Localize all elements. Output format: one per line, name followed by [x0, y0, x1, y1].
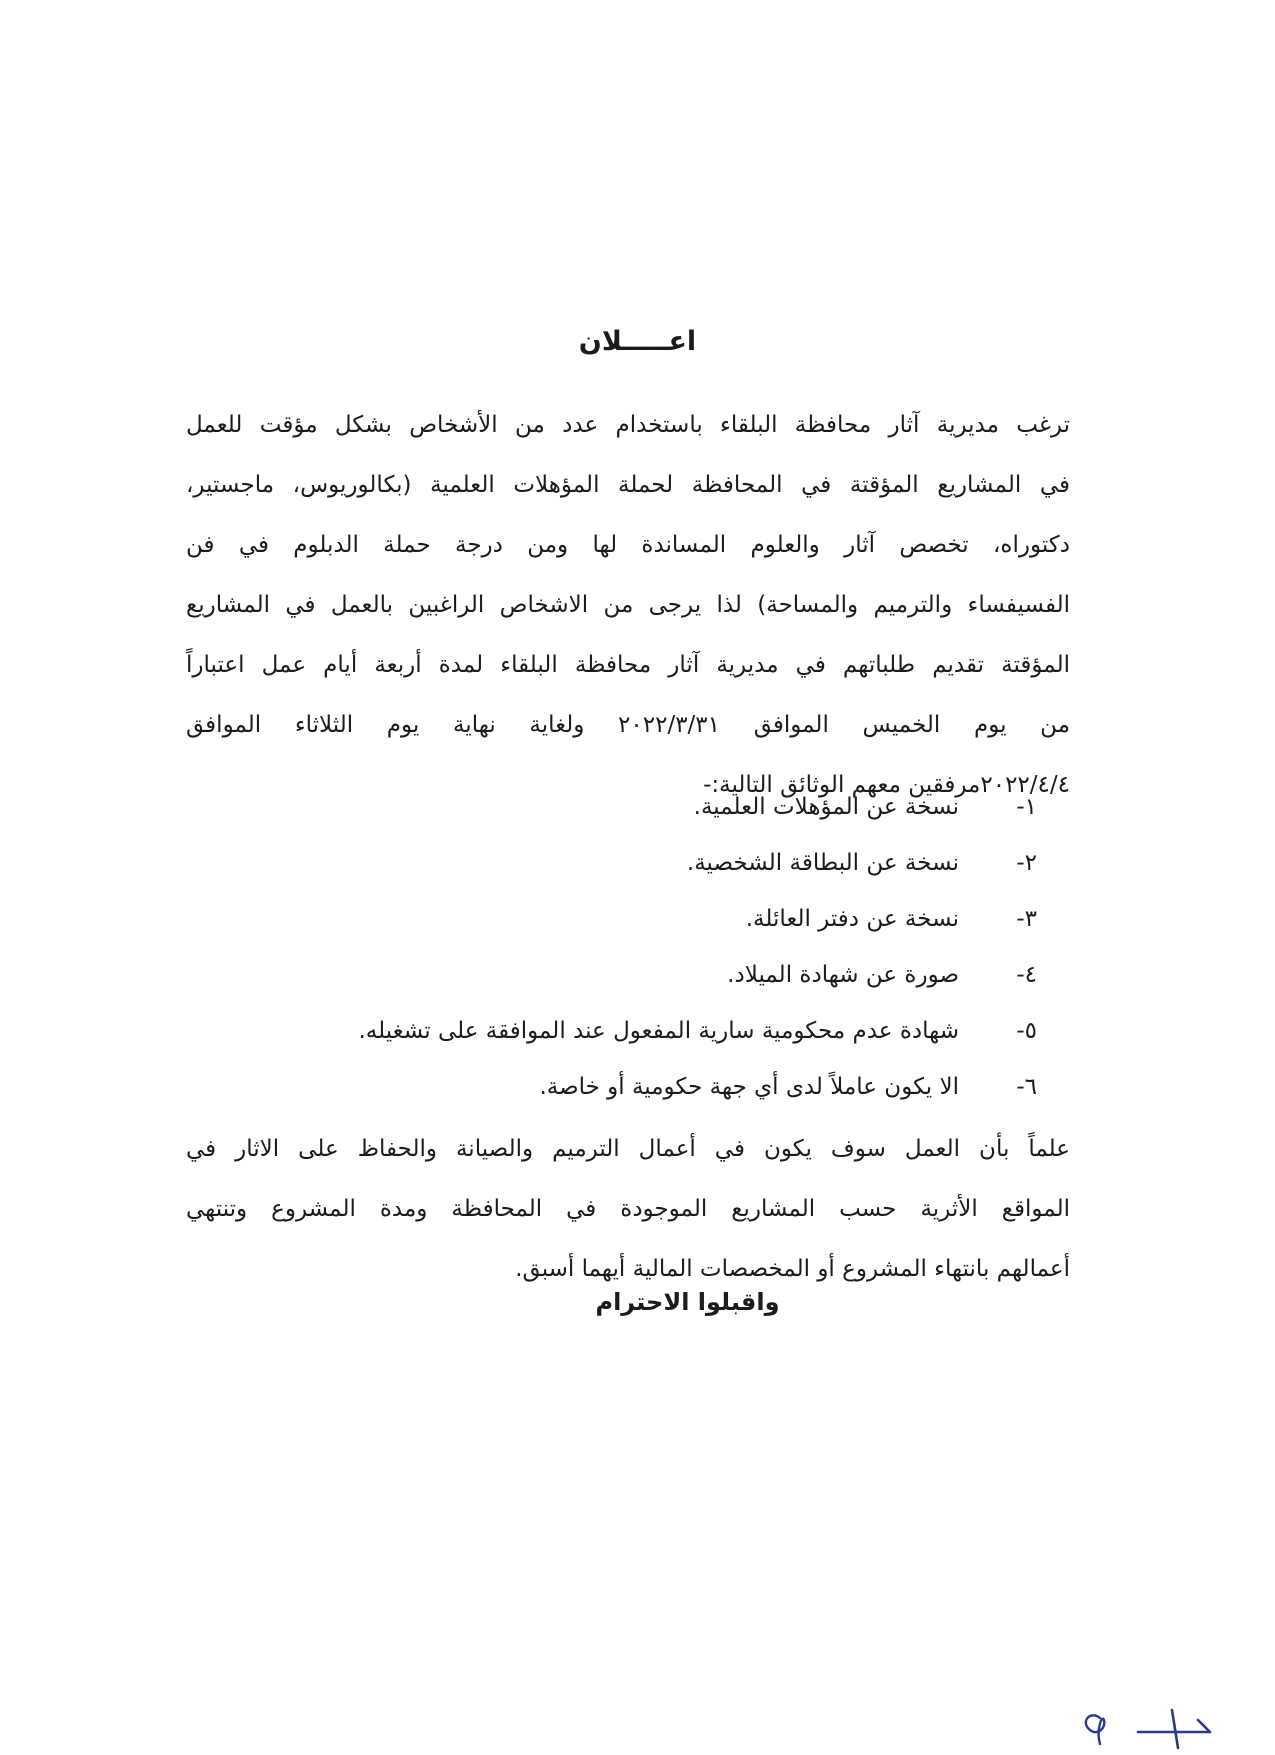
intro-line: ٢٠٢٢/٤/٤مرفقين معهم الوثائق التالية:- — [703, 772, 1070, 798]
list-item-number: ٤- — [1016, 962, 1037, 988]
list-item — [237, 835, 1037, 891]
list-item-number: ٦- — [1016, 1074, 1037, 1100]
list-item — [237, 1059, 1037, 1115]
closing-salutation: واقبلوا الاحترام — [595, 1288, 780, 1316]
intro-line: الفسيفساء والترميم والمساحة) لذا يرجى من الاشخاص الراغبين بالعمل في المشاريع — [186, 592, 1070, 618]
list-item — [237, 947, 1037, 1003]
requirements-list — [237, 779, 1037, 1115]
intro-line: المؤقتة تقديم طلباتهم في مديرية آثار محافظة البلقاء لمدة أربعة أيام عمل اعتباراً — [186, 652, 1070, 678]
list-item-text: صورة عن شهادة الميلاد. — [727, 962, 959, 988]
list-item-number: ٣- — [1016, 906, 1037, 932]
intro-line: دكتوراه، تخصص آثار والعلوم المساندة لها ومن درجة حملة الدبلوم في فن — [186, 532, 1070, 558]
list-item-text: نسخة عن دفتر العائلة. — [745, 906, 959, 932]
list-item-number: ١- — [1016, 794, 1037, 820]
intro-paragraph — [186, 395, 1070, 815]
list-item — [237, 891, 1037, 947]
note-line: أعمالهم بانتهاء المشروع أو المخصصات المالية أيهما أسبق. — [515, 1256, 1070, 1282]
intro-line: من يوم الخميس الموافق ٢٠٢٢/٣/٣١ ولغاية نهاية يوم الثلاثاء الموافق — [186, 712, 1070, 738]
list-item-text: نسخة عن المؤهلات العلمية. — [693, 794, 959, 820]
note-paragraph — [186, 1119, 1070, 1299]
list-item-number: ٢- — [1016, 850, 1037, 876]
signature-stroke — [1086, 1715, 1104, 1744]
handwritten-signature — [1060, 1700, 1230, 1750]
list-item-text: نسخة عن البطاقة الشخصية. — [686, 850, 959, 876]
announcement-title: اعـــــلان — [578, 326, 697, 357]
list-item-text: شهادة عدم محكومية سارية المفعول عند الموافقة على تشغيله. — [358, 1018, 959, 1044]
intro-line: في المشاريع المؤقتة في المحافظة لحملة المؤهلات العلمية (بكالوريوس، ماجستير، — [186, 472, 1070, 498]
list-item-text: الا يكون عاملاً لدى أي جهة حكومية أو خاصة. — [539, 1074, 959, 1100]
list-item — [237, 779, 1037, 835]
list-item-number: ٥- — [1016, 1018, 1037, 1044]
note-line: المواقع الأثرية حسب المشاريع الموجودة في المحافظة ومدة المشروع وتنتهي — [186, 1196, 1070, 1222]
signature-stroke — [1138, 1710, 1210, 1748]
intro-line: ترغب مديرية آثار محافظة البلقاء باستخدام عدد من الأشخاص بشكل مؤقت للعمل — [186, 412, 1070, 438]
note-line: علماً بأن العمل سوف يكون في أعمال الترميم والصيانة والحفاظ على الاثار في — [186, 1136, 1070, 1162]
list-item — [237, 1003, 1037, 1059]
